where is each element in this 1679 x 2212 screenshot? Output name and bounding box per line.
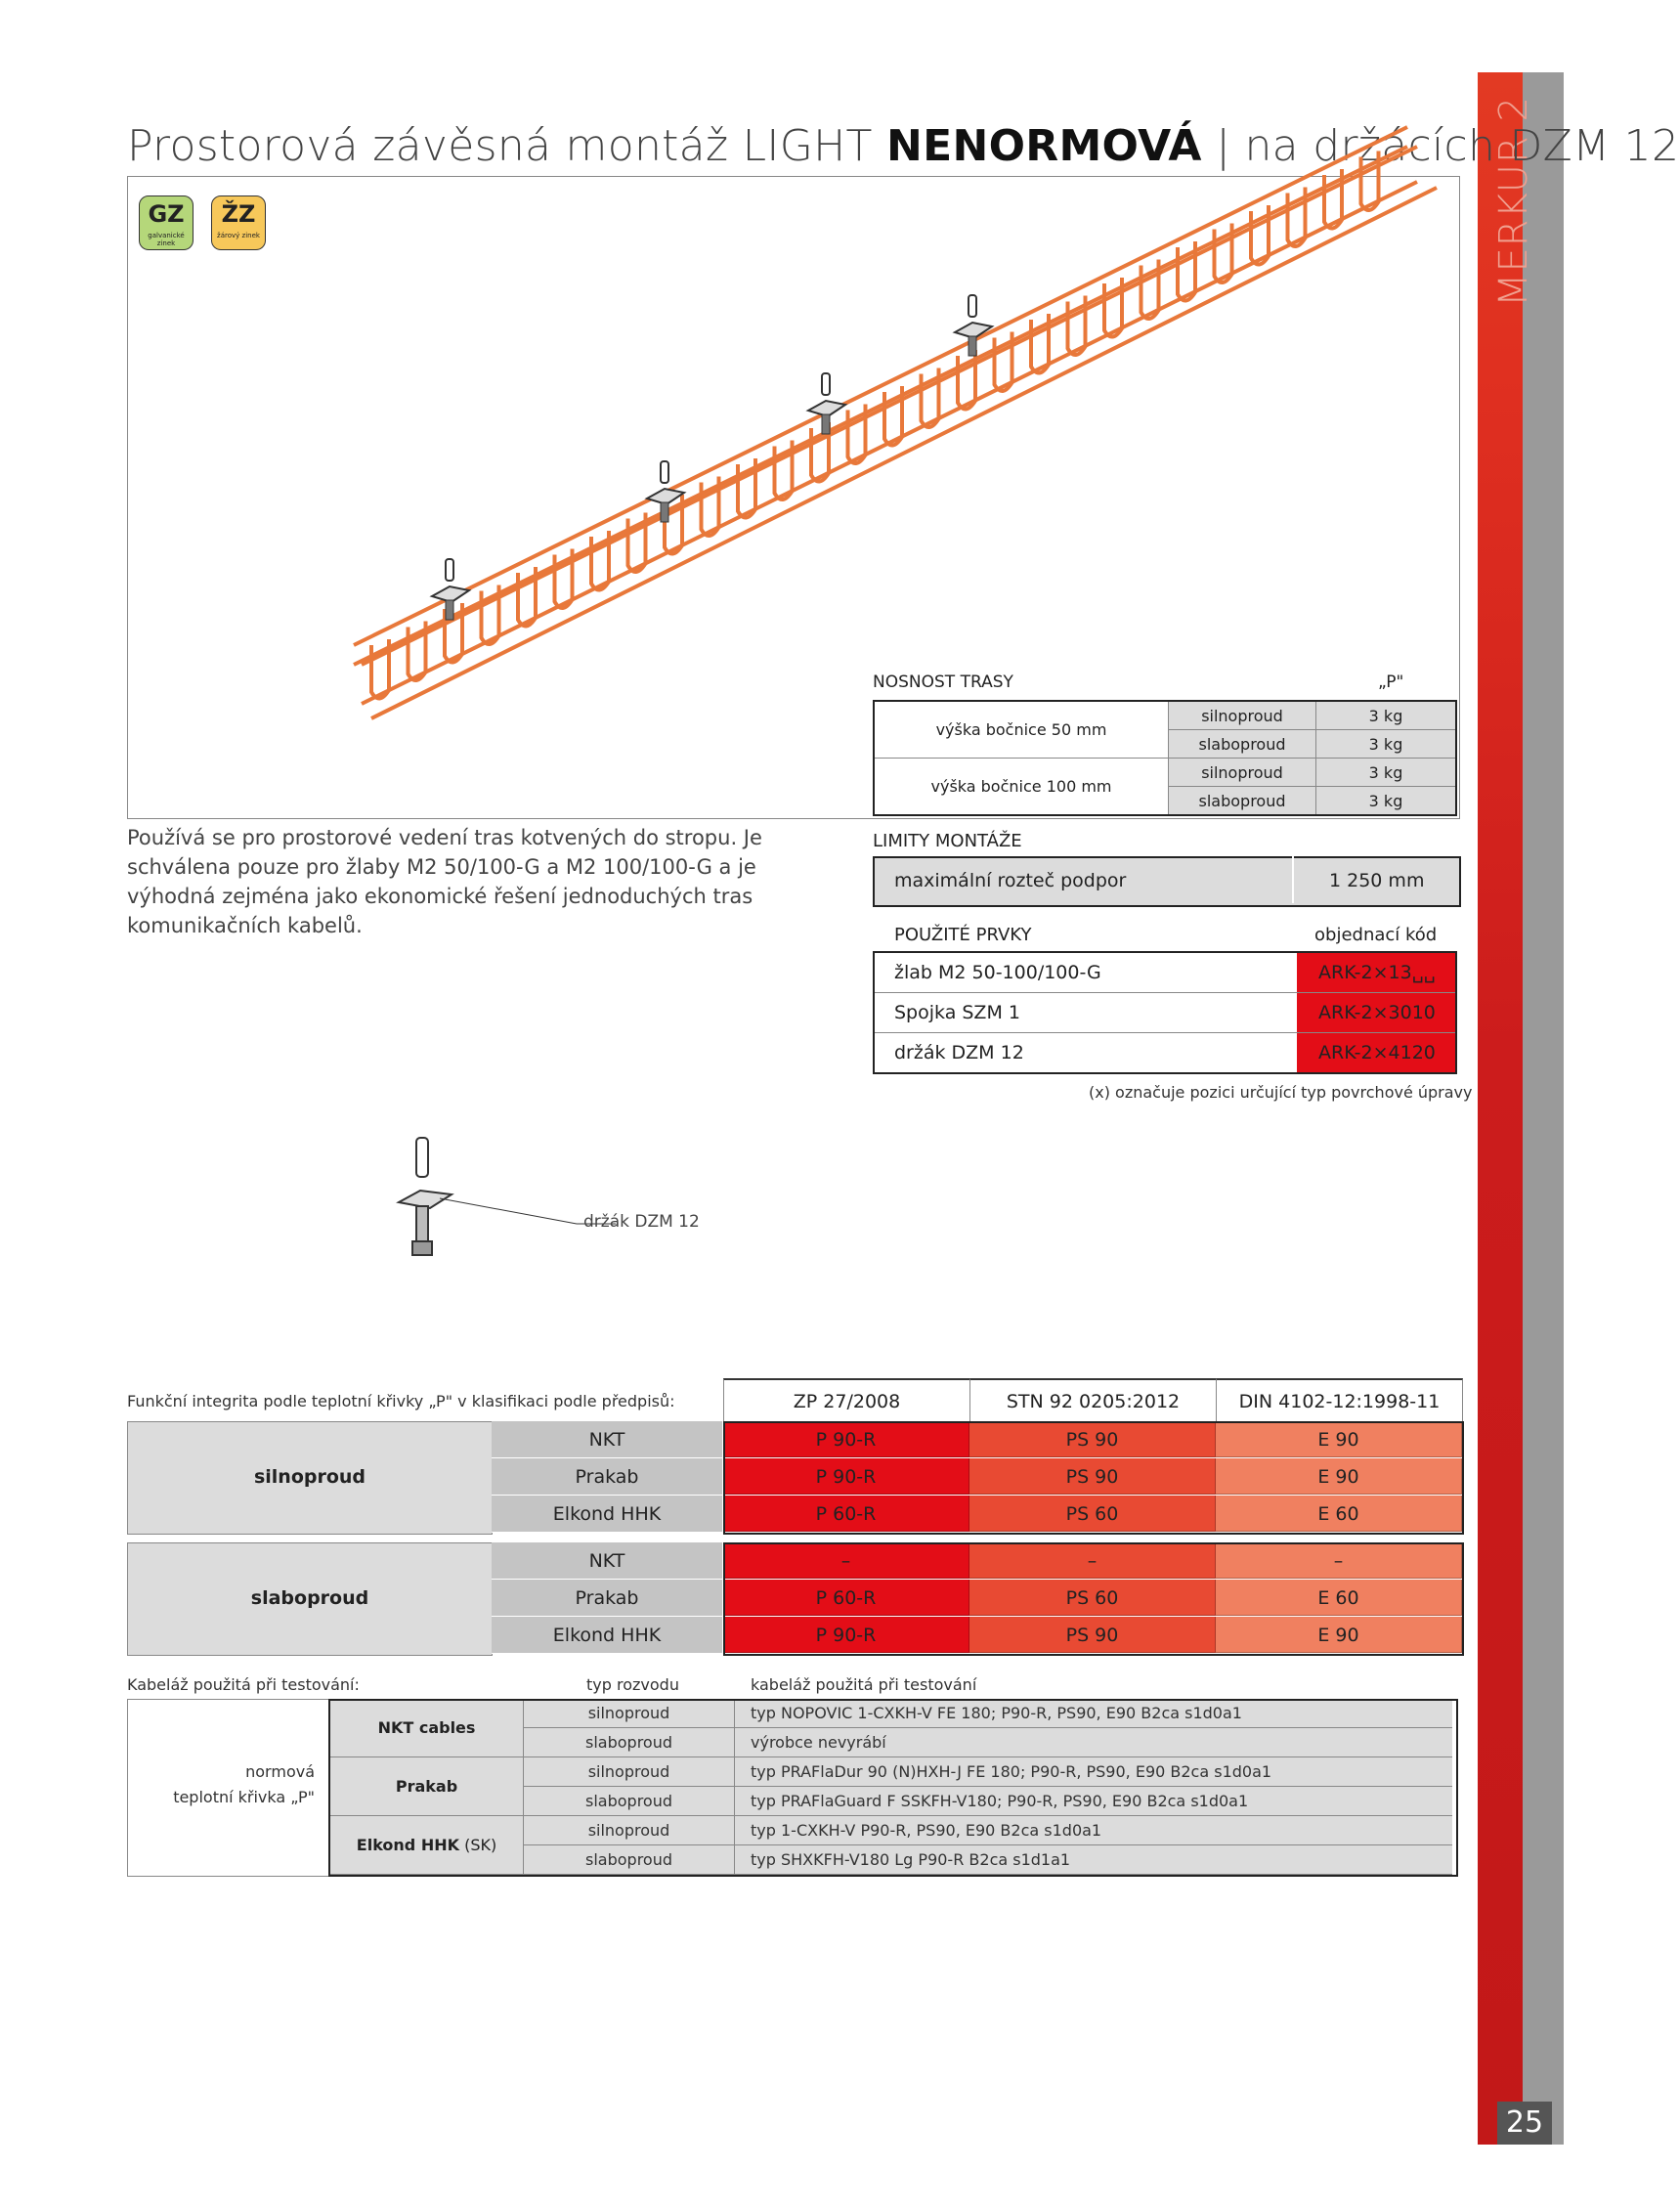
funkcni-value: E 60 xyxy=(1216,1496,1462,1532)
nosnost-type: slaboproud xyxy=(1169,787,1316,816)
kabelaz-typ: silnoproud xyxy=(524,1757,735,1787)
funkcni-value: – xyxy=(1216,1542,1462,1579)
limity-separator xyxy=(1292,856,1294,903)
kabelaz-group: NKT cables xyxy=(330,1699,524,1757)
funkcni-value: PS 90 xyxy=(969,1421,1216,1457)
kabelaz-cable: typ SHXKFH-V180 Lg P90-R B2ca s1d1a1 xyxy=(735,1845,1452,1875)
funkcni-cable: Prakab xyxy=(492,1580,722,1617)
description: Používá se pro prostorové vedení tras kotvených do stropu. Je schválena pouze pro žlaby M2 50/100-G a M2 100/100-G a je výhodná zejména jako ekonomické řešení jednoduchých tras komunikačních kabelů. xyxy=(127,826,762,937)
funkcni-header-cell: STN 92 0205:2012 xyxy=(969,1378,1217,1424)
kabelaz-caption: Kabeláž použitá při testování: xyxy=(127,1675,360,1694)
prvek-code: ARK-2×4120 xyxy=(1297,1033,1456,1074)
kabelaz-typ-head: typ rozvodu xyxy=(586,1675,679,1694)
nosnost-label: výška bočnice 50 mm xyxy=(874,701,1169,759)
prvek-name: žlab M2 50-100/100-G xyxy=(874,952,1297,993)
funkcni-cable: Elkond HHK xyxy=(492,1617,722,1654)
prvek-name: Spojka SZM 1 xyxy=(874,993,1297,1033)
table-row xyxy=(874,701,1456,730)
funkcni-value: E 90 xyxy=(1216,1421,1462,1457)
nosnost-label: výška bočnice 100 mm xyxy=(874,759,1169,816)
funkcni-value: PS 60 xyxy=(969,1496,1216,1532)
nosnost-type: silnoproud xyxy=(1169,759,1316,787)
side-band-grey xyxy=(1523,72,1564,2145)
kabelaz-left-label: normová teplotní křivka „P" xyxy=(173,1762,315,1806)
prvky-note: (x) označuje pozici určující typ povrchové úpravy xyxy=(1089,1083,1473,1102)
kabelaz-cable: typ 1-CXKH-V P90-R, PS90, E90 B2ca s1d0a1 xyxy=(735,1816,1452,1845)
limity-title: LIMITY MONTÁŽE xyxy=(873,831,1022,851)
title-prefix: Prostorová závěsná montáž LIGHT xyxy=(127,121,886,171)
funkcni-group xyxy=(127,1542,493,1656)
funkcni-cable: Elkond HHK xyxy=(492,1496,722,1533)
dzm-holder-drawing xyxy=(381,1134,586,1271)
kabelaz-typ: slaboproud xyxy=(524,1728,735,1757)
funkcni-value: E 90 xyxy=(1216,1617,1462,1653)
funkcni-cable: NKT xyxy=(492,1542,722,1580)
prvek-name: držák DZM 12 xyxy=(874,1033,1297,1074)
brand-label: MERKUR 2 xyxy=(1491,96,1536,307)
prvky-code-head: objednací kód xyxy=(1314,925,1438,945)
funkcni-header-cell: ZP 27/2008 xyxy=(723,1378,970,1424)
nosnost-p-label: „P" xyxy=(1378,672,1404,692)
funkcni-value: – xyxy=(723,1542,969,1579)
badge-gz: GZ galvanické zinek xyxy=(139,195,194,250)
nosnost-type: slaboproud xyxy=(1169,730,1316,759)
title-suffix: | na držácích DZM 12 xyxy=(1201,121,1679,171)
badge-zz: ŽZ žárový zinek xyxy=(211,195,266,250)
funkcni-value: E 60 xyxy=(1216,1580,1462,1616)
prvky-head: POUŽITÉ PRVKY xyxy=(894,925,1032,945)
kabelaz-cable: typ NOPOVIC 1-CXKH-V FE 180; P90-R, PS90, E90 B2ca s1d0a1 xyxy=(735,1699,1452,1728)
nosnost-value: 3 kg xyxy=(1316,701,1457,730)
title-bold: NENORMOVÁ xyxy=(885,121,1202,171)
funkcni-value: P 90-R xyxy=(723,1617,969,1653)
kabelaz-typ: silnoproud xyxy=(524,1699,735,1728)
table-row xyxy=(874,952,1456,993)
page-title xyxy=(127,121,1679,171)
funkcni-group xyxy=(127,1421,493,1535)
table-row xyxy=(874,1033,1456,1074)
kabelaz-typ: silnoproud xyxy=(524,1816,735,1845)
funkcni-value: – xyxy=(969,1542,1216,1579)
limity-label: maximální rozteč podpor xyxy=(894,870,1127,891)
funkcni-cable: Prakab xyxy=(492,1458,722,1496)
limity-value: 1 250 mm xyxy=(1329,870,1425,891)
kabelaz-group: Elkond HHK (SK) xyxy=(330,1816,524,1875)
funkcni-value: PS 60 xyxy=(969,1580,1216,1616)
table-row xyxy=(874,993,1456,1033)
nosnost-table xyxy=(873,700,1457,816)
dzm-label: držák DZM 12 xyxy=(583,1212,700,1232)
kabelaz-kab-head: kabeláž použitá při testování xyxy=(751,1675,977,1694)
nosnost-value: 3 kg xyxy=(1316,730,1457,759)
funkcni-caption: Funkční integrita podle teplotní křivky „P" v klasifikaci podle předpisů: xyxy=(127,1392,675,1410)
funkcni-value: PS 90 xyxy=(969,1617,1216,1653)
kabelaz-typ: slaboproud xyxy=(524,1845,735,1875)
funkcni-value: P 90-R xyxy=(723,1458,969,1495)
prvek-code: ARK-2×13␣␣ xyxy=(1297,952,1456,993)
funkcni-value: E 90 xyxy=(1216,1458,1462,1495)
kabelaz-cable: typ PRAFlaGuard F SSKFH-V180; P90-R, PS90, E90 B2ca s1d0a1 xyxy=(735,1787,1452,1816)
nosnost-value: 3 kg xyxy=(1316,759,1457,787)
funkcni-value: P 60-R xyxy=(723,1496,969,1532)
nosnost-value: 3 kg xyxy=(1316,787,1457,816)
page-number: 25 xyxy=(1497,2102,1552,2145)
funkcni-value: P 90-R xyxy=(723,1421,969,1457)
prvek-code: ARK-2×3010 xyxy=(1297,993,1456,1033)
funkcni-cable: NKT xyxy=(492,1421,722,1458)
nosnost-title: NOSNOST TRASY xyxy=(873,672,1013,692)
nosnost-type: silnoproud xyxy=(1169,701,1316,730)
funkcni-group-label: slaboproud xyxy=(250,1587,369,1609)
funkcni-group-label: silnoproud xyxy=(253,1466,366,1488)
kabelaz-cable: typ PRAFlaDur 90 (N)HXH-J FE 180; P90-R, PS90, E90 B2ca s1d0a1 xyxy=(735,1757,1452,1787)
kabelaz-group: Prakab xyxy=(330,1757,524,1816)
funkcni-header-cell: DIN 4102-12:1998-11 xyxy=(1216,1378,1463,1424)
kabelaz-typ: slaboproud xyxy=(524,1787,735,1816)
table-row xyxy=(874,759,1456,787)
kabelaz-cable: výrobce nevyrábí xyxy=(735,1728,1452,1757)
hanger xyxy=(647,461,684,522)
prvky-table xyxy=(873,951,1457,1074)
funkcni-value: PS 90 xyxy=(969,1458,1216,1495)
funkcni-value: P 60-R xyxy=(723,1580,969,1616)
cable-tray-illustration xyxy=(127,176,1458,704)
